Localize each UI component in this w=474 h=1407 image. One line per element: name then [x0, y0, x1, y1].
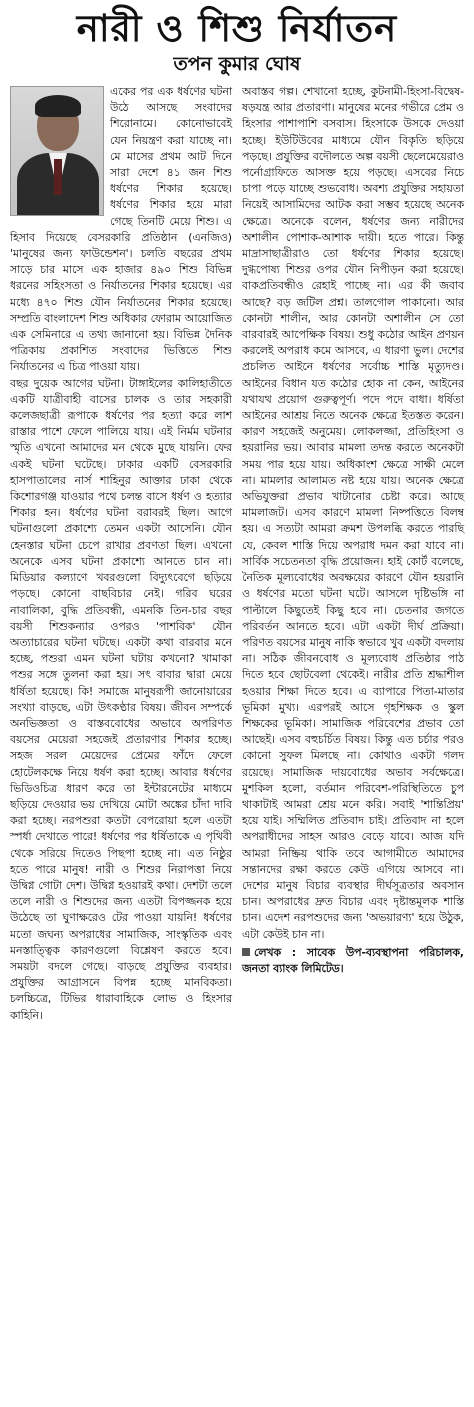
article-column-right — [242, 84, 464, 1024]
author-photo — [10, 86, 104, 216]
author-note-text: লেখক : সাবেক উপ-ব্যবস্থাপনা পরিচালক, জনতা ব্যাংক লিমিটেড। — [242, 945, 464, 975]
article-columns — [10, 84, 464, 1024]
paragraph: একের পর এক ধর্ষণের ঘটনা উঠে আসছে সংবাদের শিরোনামে। কোনোভাবেই যেন নিয়ন্ত্রণ করা যাচ্ছে না। মে মাসের প্রথম আট দিনে সারা দেশে ৪১ জন শিশু ধর্ষণের শিকার হয়েছে। ধর্ষণের শিকার হয়ে মারা গেছে তিনটি মেয়ে শিশু। এ হিসাব দিয়েছে বেসরকারি প্রতিষ্ঠান (এনজিও) 'মানুষের জন্য ফাউন্ডেশন'। চলতি বছরের প্রথম সাড়ে চার মাসে এক হাজার ৪৯০ শিশু বিভিন্ন ধরনের সহিংসতা ও নির্যাতনের শিকার হয়েছে। এর মধ্যে ৪৭০ শিশু যৌন নির্যাতনের শিকার হয়েছে। সম্প্রতি বাংলাদেশ শিশু অধিকার ফোরাম আয়োজিত এক সেমিনারে এ তথ্য জানানো হয়। বিভিন্ন দৈনিক পত্রিকায় প্রকাশিত সংবাদের ভিত্তিতে শিশু নির্যাতনের এ চিত্র পাওয়া যায়। — [10, 85, 232, 374]
author-photo-tie — [54, 159, 62, 195]
article-column-left — [10, 84, 232, 1024]
paragraph: বছর দুয়েক আগের ঘটনা। টাঙ্গাইলের কালিহাতীতে একটি যাত্রীবাহী বাসের চালক ও তার সহকারী কলেজছাত্রী রূপাকে ধর্ষণের পর হত্যা করে লাশ রাস্তার পাশে ফেলে পালিয়ে যায়। এই নির্মম ঘটনার স্মৃতি এখনো আমাদের মন থেকে মুছে যায়নি। ফের একই ঘটনা ঘটেছে। ঢাকার একটি বেসরকারি হাসপাতালের নার্স শাহিনুর আক্তার ঢাকা থেকে কিশোরগঞ্জ যাওয়ার পথে চলন্ত বাসে ধর্ষণ ও হত্যার শিকার হন। ধর্ষণের ঘটনা বরাবরই ছিল। আগে ঘটনাগুলো প্রকাশ্যে তেমন একটা আসেনি। যৌন হেনস্তার ঘটনা চেপে রাখার প্রবণতা ছিল। এখনো অনেকে এসব ঘটনা প্রকাশ্যে আনতে চান না। মিডিয়ার কল্যাণে খবরগুলো বিদ্যুৎবেগে ছড়িয়ে পড়ছে। কোনো বাছবিচার নেই। গরিব ঘরের নাবালিকা, বুদ্ধি প্রতিবন্ধী, এমনকি তিন-চার বছর বয়সী শিশুকন্যার ওপরও 'পাশবিক' যৌন অত্যাচারের ঘটনা ঘটছে। একটা কথা বারবার মনে হচ্ছে, পশুরা এমন ঘটনা ঘটায় কখনো? খামাকা পশুর সঙ্গে তুলনা করা হয়। সৎ বাবার দ্বারা মেয়ে ধর্ষিতা হয়েছে। কি! সমাজে মানুষরূপী জানোয়ারের সংখ্যা বাড়ছে, এটা উৎকণ্ঠার বিষয়। জীবন সম্পর্কে অনভিজ্ঞতা ও বাস্তববোধের অভাবে অপরিণত বয়সের মেয়েরা সহজেই প্রতারণার শিকার হচ্ছে। সহজ সরল মেয়েদের প্রেমের ফাঁদে ফেলে হোটেলকক্ষে নিয়ে ধর্ষণ করা হচ্ছে। আবার ধর্ষণের ভিডিওচিত্র ধারণ করে তা ইন্টারনেটের মাধ্যমে ছড়িয়ে দেওয়ার ভয় দেখিয়ে মোটা অঙ্কের চাঁদা দাবি করা হচ্ছে। নরপশুরা কতটা বেপরোয়া হলে এতটা স্পর্ধা দেখাতে পারে! ধর্ষণের পর ধর্ষিতাকে এ পৃথিবী থেকে সরিয়ে দিতেও পিছপা হচ্ছে না। এত নিষ্ঠুর হতে পারে মানুষ! নারী ও শিশুর নিরাপত্তা নিয়ে উদ্বিগ্ন গোটা দেশ। উদ্বিগ্ন হওয়ারই কথা। দেশটা তলে তলে নারী ও শিশুদের জন্য এতটা বিপজ্জনক হয়ে উঠেছে তা ঘুণাক্ষরেও টের পাওয়া যায়নি! ধর্ষণের মতো জঘন্য অপরাধের সামাজিক, সাংস্কৃতিক এবং মনস্তাত্ত্বিক কারণগুলো বিশ্লেষণ করতে হবে। সময়টা বদলে গেছে। বাড়ছে প্রযুক্তির ব্যবহার। প্রযুক্তির আগ্রাসনে বিপন্ন হচ্ছে মানবিকতা। চলচ্চিত্রে, টিভির ধারাবাহিকে লোভ ও হিংসার কাহিনি। — [10, 376, 232, 1022]
author-byline: তপন কুমার ঘোষ — [173, 53, 301, 75]
article-headline: নারী ও শিশু নির্যাতন — [76, 7, 398, 50]
author-photo-hair — [35, 95, 81, 117]
paragraph: অবাস্তব গল্প। শেখানো হচ্ছে, কুটনামী-হিংসা-বিদ্বেষ-ষড়যন্ত্র আর প্রতারণা। মানুষের মনের গভীরে প্রেম ও হিংসার পাশাপাশি বসবাস। হিংসাকে উসকে দেওয়া হচ্ছে। ইউটিউবের মাধ্যমে যৌন বিকৃতি ছড়িয়ে পড়ছে। প্রযুক্তির বদৌলতে অল্প বয়সী ছেলেমেয়েরাও পর্নোগ্রাফিতে আসক্ত হয়ে পড়ছে। এসবের নিচে চাপা পড়ে যাচ্ছে শুভবোধ। অবশ্য প্রযুক্তির সহায়তা নিয়েই আসামিদের আটক করা সম্ভব হয়েছে অনেক ক্ষেত্রে। অনেকে বলেন, ধর্ষণের জন্য নারীদের অশালীন পোশাক-আশাক দায়ী। হতে পারে। কিন্তু মাদ্রাসাছাত্রীরাও তো ধর্ষণের শিকার হয়েছে। দুগ্ধপোষ্য শিশুর ওপর যৌন নিপীড়ন করা হয়েছে। বাকপ্রতিবন্ধীও রেহাই পাচ্ছে না। এর কী জবাব আছে? বড় জটিল প্রশ্ন। তালগোল পাকানো। আর কোনটা শালীন, আর কোনটা অশালীন সে তো বারবারই আপেক্ষিক বিষয়। শুধু কঠোর আইন প্রণয়ন করলেই অপরাধ কমে আসবে, এ ধারণা ভুল। দেশের প্রচলিত আইনে ধর্ষণের সর্বোচ্চ শাস্তি মৃত্যুদণ্ড। আইনের বিধান যত কঠোর হোক না কেন, আইনের যথাযথ প্রয়োগ গুরুত্বপূর্ণ। পদে পদে বাধা। ধর্ষিতা আইনের আশ্রয় নিতে অনেক ক্ষেত্রে ইতস্তত করেন। কারণ সহজেই অনুমেয়। লোকলজ্জা, প্রতিহিংসা ও হয়রানির ভয়। আবার মামলা তদন্ত করতে অনেকটা সময় পার হয়ে যায়। অধিকাংশ ক্ষেত্রে সাক্ষী মেলে না। মামলার আলামত নষ্ট হয়ে যায়। অনেক ক্ষেত্রে অভিযুক্তরা প্রভাব খাটানোর চেষ্টা করে। আছে মামলাজট। এসব কারণে মামলা নিষ্পত্তিতে বিলম্ব হয়। এ সত্যটা আমরা ক্রমশ উপলব্ধি করতে পারছি যে, কেবল শাস্তি দিয়ে অপরাধ দমন করা যাবে না। সার্বিক সচেতনতা বৃদ্ধি প্রয়োজন। হাই কোর্ট বলেছে, নৈতিক মূল্যবোধের অবক্ষয়ের কারণে যৌন হয়রানি ও ধর্ষণের মতো ঘটনা ঘটে। আসলে দৃষ্টিভঙ্গি না পাল্টালে কিছুতেই কিছু হবে না। চেতনার জগতে পরিবর্তন আনতে হবে। এটা একটা দীর্ঘ প্রক্রিয়া। পরিণত বয়সের মানুষ নাকি স্বভাবে খুব একটা বদলায় না। সঠিক জীবনবোধ ও মূল্যবোধ প্রতিষ্ঠার পাঠ দিতে হবে ছোটবেলা থেকেই। নারীর প্রতি শ্রদ্ধাশীল হওয়ার শিক্ষা দিতে হবে। এ ব্যাপারে পিতা-মাতার ভূমিকা মুখ্য। এরপরই আসে গৃহশিক্ষক ও স্কুল শিক্ষকের ভূমিকা। সামাজিক পরিবেশের প্রভাব তো আছেই। এসব বহুচর্চিত বিষয়। কিন্তু এত চর্চার পরও কোনো সুফল মিলছে না। কোথাও একটা গলদ রয়েছে। সামাজিক দায়বোধের অভাব সর্বক্ষেত্রে। মুশকিল হলো, বর্তমান পরিবেশ-পরিস্থিতিতে চুপ থাকাটাই আমরা শ্রেয় মনে করি। সবাই 'শান্তিপ্রিয়' হয়ে যাই। সম্মিলিত প্রতিবাদ চাই। প্রতিবাদ না হলে অপরাধীদের সাহস আরও বেড়ে যাবে। আজ যদি আমরা নিষ্ক্রিয় থাকি তবে আগামীতে আমাদের সন্তানদের রক্ষা করতে কেউ এগিয়ে আসবে না। দেশের মানুষ বিচার ব্যবস্থার দীর্ঘসূত্রতার অবসান চান। অপরাধের দ্রুত বিচার এবং দৃষ্টান্তমূলক শাস্তি চান। এদেশ নরপশুদের জন্য 'অভয়ারণ্য' হয়ে উঠুক, এটা কেউই চান না। — [242, 85, 464, 941]
author-note — [242, 945, 464, 977]
square-bullet-icon — [242, 948, 250, 956]
